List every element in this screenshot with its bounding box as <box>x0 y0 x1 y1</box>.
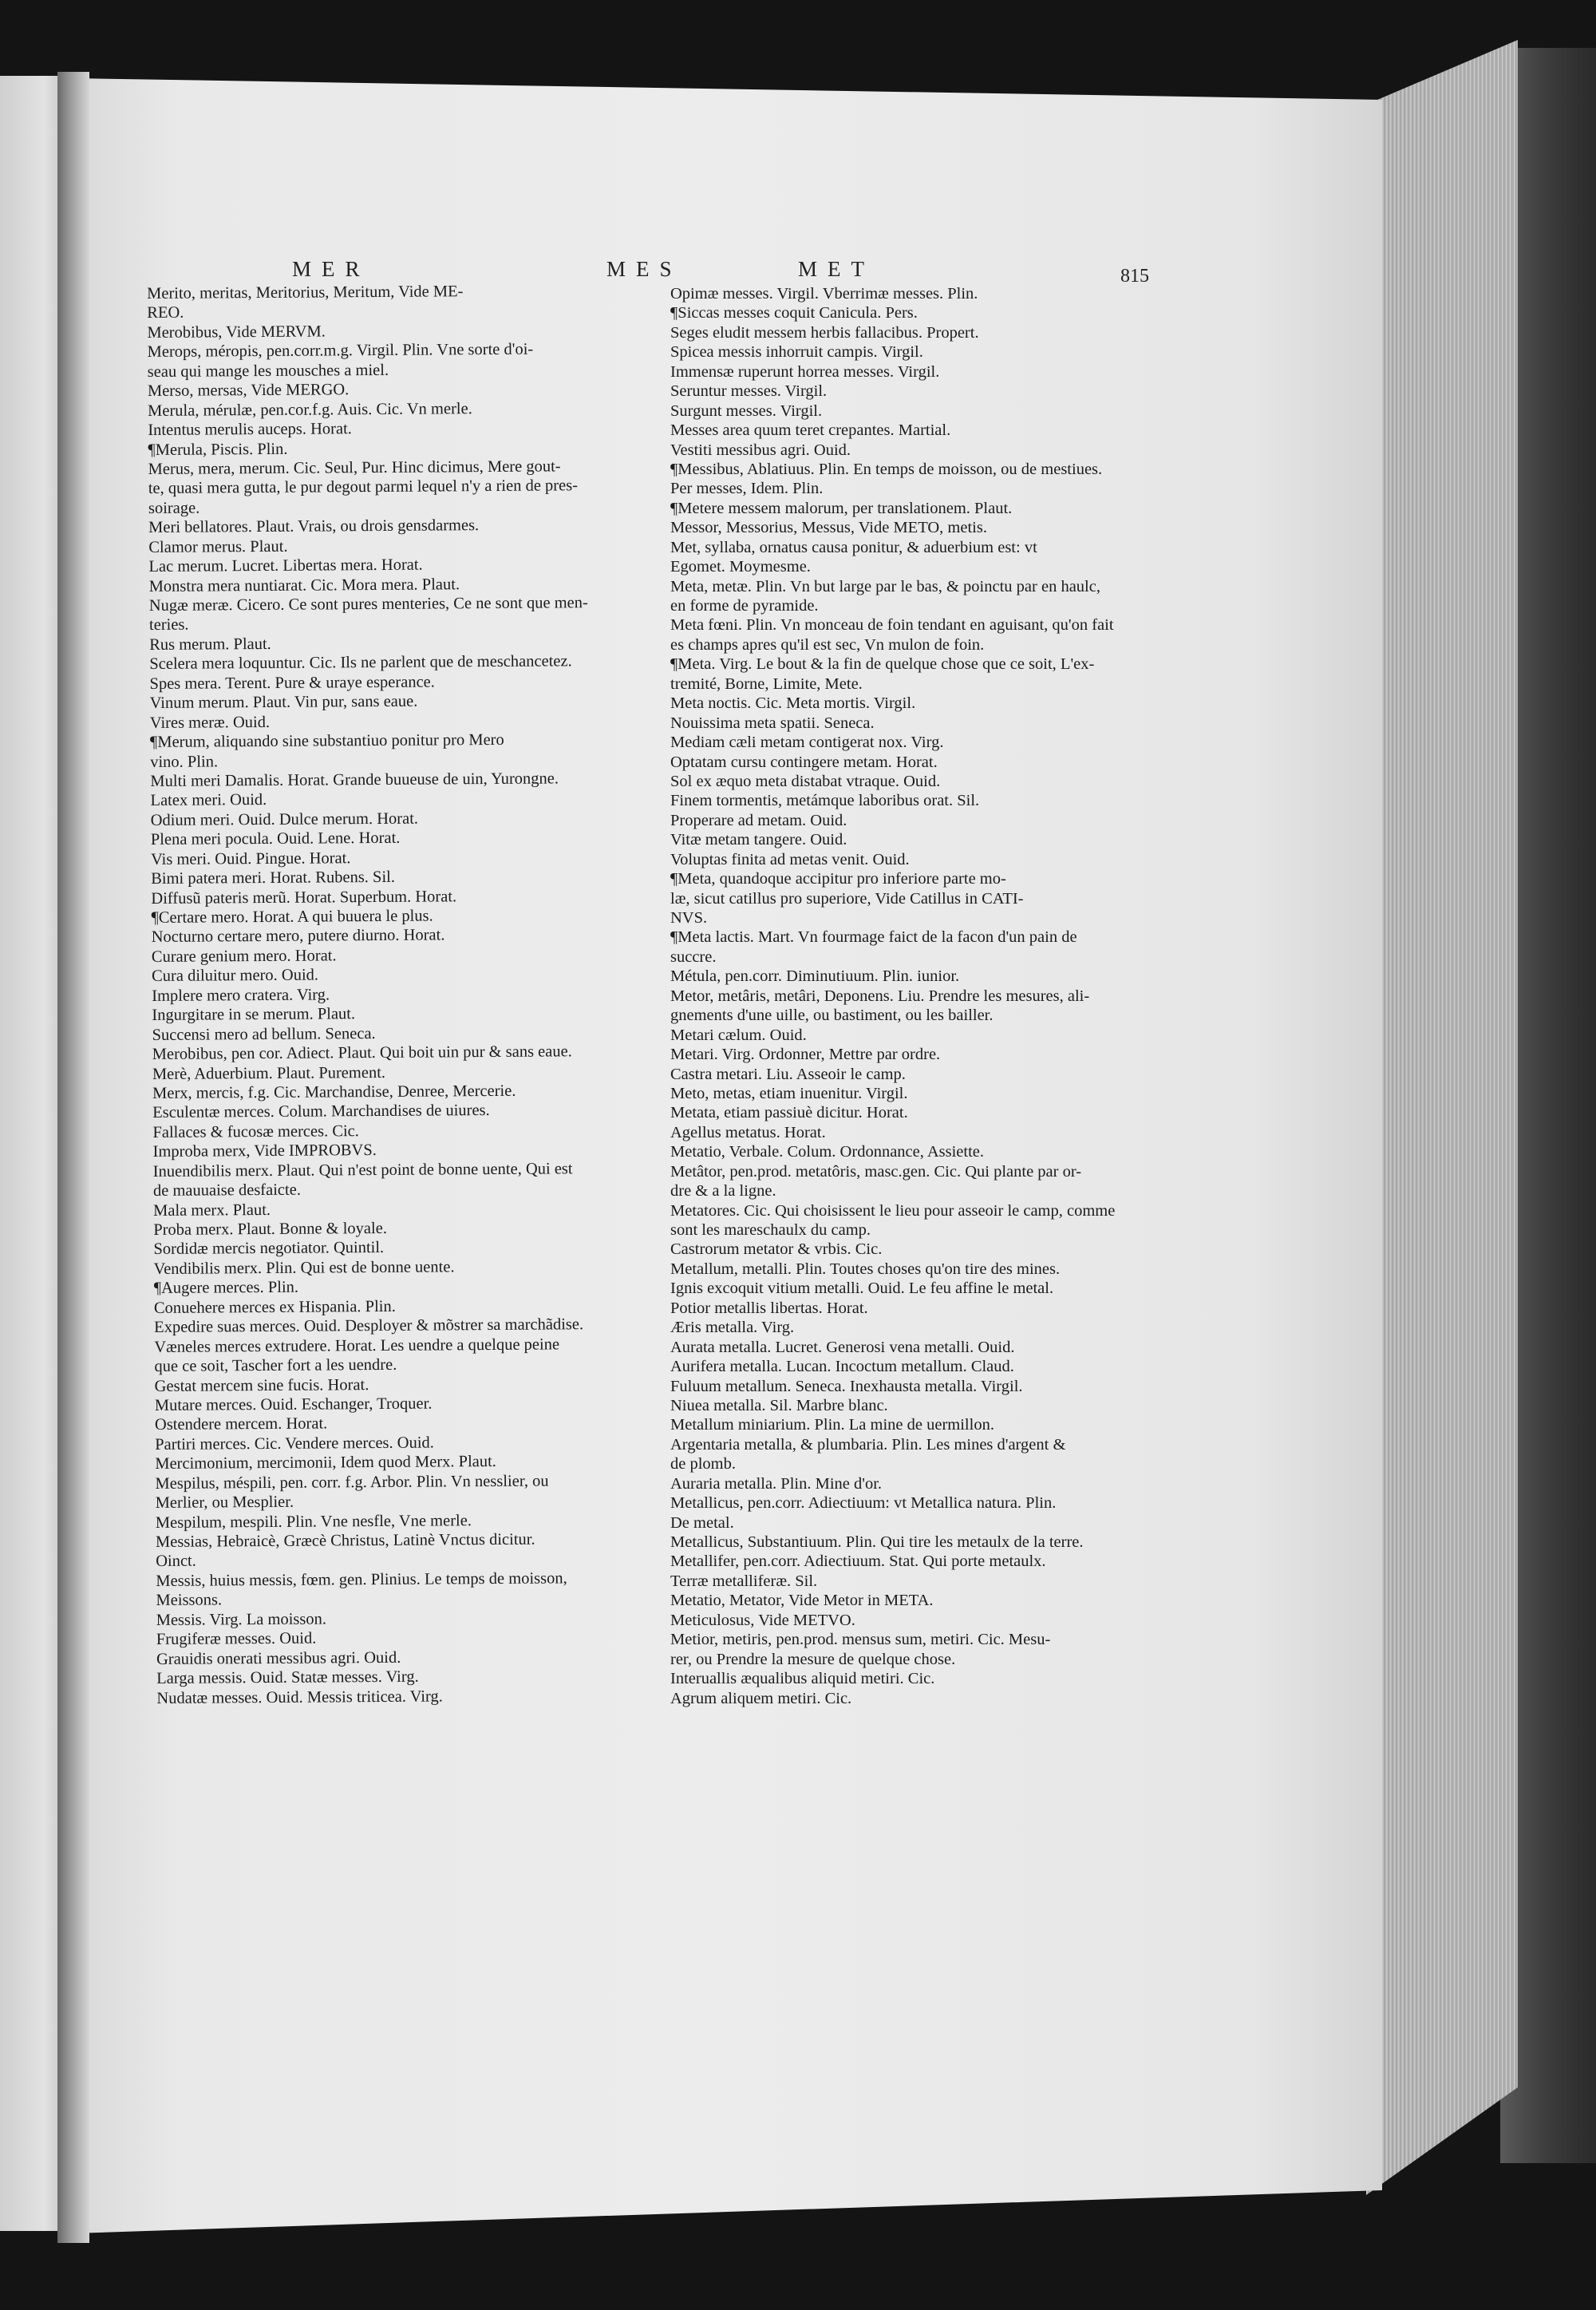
entry-line: Odium meri. Ouid. Dulce merum. Horat. <box>150 809 419 829</box>
entry-line: te, quasi mera gutta, le pur degout parmi lequel n'y a rien de pres- <box>148 477 579 498</box>
entry-line: Aurifera metalla. Lucan. Incoctum metallum. Claud. <box>670 1358 1014 1376</box>
page-block-edges <box>1366 40 1518 2195</box>
entry-line: tremité, Borne, Limite, Mete. <box>670 674 863 693</box>
entry-line: Nocturno certare mero, putere diurno. Horat. <box>151 926 445 947</box>
entry-line: REO. <box>147 304 184 322</box>
entry-line: ¶Merula, Piscis. Plin. <box>148 440 288 459</box>
entry-line: Esculentæ merces. Colum. Marchandises de uiures. <box>152 1102 490 1122</box>
entry-line: Messis, huius messis, fœm. gen. Plinius. Le temps de moisson, <box>156 1569 567 1590</box>
entry-line: Metallicus, pen.corr. Adiectiuum: vt Metallica natura. Plin. <box>670 1494 1057 1513</box>
entry-line: Nugæ meræ. Cicero. Ce sont pures menteries, Ce ne sont que men- <box>148 594 588 615</box>
entry-line: Mala merx. Plaut. <box>153 1200 271 1220</box>
entry-line: Scelera mera loquuntur. Cic. Ils ne parlent que de meschancetez. <box>149 652 572 674</box>
entry-line: Fallaces & fucosæ merces. Cic. <box>152 1121 359 1141</box>
entry-line: Terræ metalliferæ. Sil. <box>670 1572 818 1590</box>
entry-line: Metallum, metalli. Plin. Toutes choses qu'on tire des mines. <box>670 1260 1061 1278</box>
entry-line: rer, ou Prendre la mesure de quelque chose. <box>670 1650 956 1668</box>
entry-line: teries. <box>148 616 189 635</box>
entry-line: Inuendibilis merx. Plaut. Qui n'est point de bonne uente, Qui est <box>152 1159 573 1181</box>
entry-line: Surgunt messes. Virgil. <box>670 401 823 420</box>
entry-line: Latex meri. Ouid. <box>150 791 267 810</box>
entry-line: Argentaria metalla, & plumbaria. Plin. Les mines d'argent & <box>670 1435 1066 1454</box>
entry-line: Improba merx, Vide IMPROBVS. <box>152 1141 377 1161</box>
entry-line: Metari cælum. Ouid. <box>670 1026 807 1044</box>
entry-line: Meta noctis. Cic. Meta mortis. Virgil. <box>670 694 916 713</box>
entry-line: Merlier, ou Mesplier. <box>155 1493 294 1513</box>
entry-line: Partiri merces. Cic. Vendere merces. Ouid. <box>155 1434 434 1454</box>
entry-line: Mespilus, méspili, pen. corr. f.g. Arbor. Plin. Vn nesslier, ou <box>155 1472 549 1493</box>
entry-line: Aurata metalla. Lucret. Generosi vena metalli. Ouid. <box>670 1338 1015 1356</box>
entry-line: Ostendere mercem. Horat. <box>154 1414 328 1434</box>
entry-line: Oinct. <box>156 1553 196 1571</box>
entry-line: de mauuaise desfaicte. <box>152 1181 301 1200</box>
entry-line: Metatio, Verbale. Colum. Ordonnance, Assiette. <box>670 1143 985 1161</box>
entry-line: es champs apres qu'il est sec, Vn mulon de foin. <box>670 635 985 654</box>
entry-line: Metallifer, pen.corr. Adiectiuum. Stat. Qui porte metaulx. <box>670 1553 1046 1571</box>
entry-line: Messes area quum teret crepantes. Martial. <box>670 421 951 440</box>
entry-line: sont les mareschaulx du camp. <box>670 1221 871 1239</box>
entry-line: Frugiferæ messes. Ouid. <box>156 1629 317 1649</box>
entry-line: dre & a la ligne. <box>670 1182 776 1200</box>
running-head-center: MES <box>606 257 682 281</box>
entry-line: Proba merx. Plaut. Bonne & loyale. <box>153 1219 387 1239</box>
entry-line: Monstra mera nuntiarat. Cic. Mora mera. Plaut. <box>148 575 460 595</box>
right-column <box>670 284 1133 1912</box>
entry-line: Messor, Messorius, Messus, Vide METO, metis. <box>670 519 987 537</box>
entry-line: Ingurgitare in se merum. Plaut. <box>152 1005 356 1025</box>
entry-line: Lac merum. Lucret. Libertas mera. Horat. <box>148 556 423 576</box>
entry-line: ¶Meta, quandoque accipitur pro inferiore parte mo- <box>670 870 1006 888</box>
entry-line: Meta, metæ. Plin. Vn but large par le bas, & poinctu par en haulc, <box>670 577 1100 595</box>
entry-line: Rus merum. Plaut. <box>149 635 271 654</box>
entry-line: gnements d'une uille, ou bastiment, ou les bailler. <box>670 1007 994 1025</box>
entry-line: Optatam cursu contingere metam. Horat. <box>670 753 938 771</box>
entry-line: Metor, metâris, metâri, Deponens. Liu. Prendre les mesures, ali- <box>670 987 1090 1005</box>
entry-line: Egomet. Moymesme. <box>670 558 811 576</box>
entry-line: Meta fœni. Plin. Vn monceau de foin tendant en aguisant, qu'on fait <box>670 616 1114 635</box>
entry-line: Castrorum metator & vrbis. Cic. <box>670 1240 883 1259</box>
entry-line: Castra metari. Liu. Asseoir le camp. <box>670 1065 906 1083</box>
entry-line: Vis meri. Ouid. Pingue. Horat. <box>150 848 351 868</box>
entry-line: Merobibus, Vide MERVM. <box>147 322 326 342</box>
entry-line: Succensi mero ad bellum. Seneca. <box>152 1024 376 1044</box>
entry-line: Merops, méropis, pen.corr.m.g. Virgil. Plin. Vne sorte d'oi- <box>147 340 534 362</box>
entry-line: Mercimonium, mercimonii, Idem quod Merx. Plaut. <box>155 1453 496 1473</box>
book-gutter <box>57 72 89 2243</box>
entry-line: Mediam cæli metam contigerat nox. Virg. <box>670 734 944 752</box>
entry-line: Messis. Virg. La moisson. <box>156 1610 327 1629</box>
entry-line: Met, syllaba, ornatus causa ponitur, & aduerbium est: vt <box>670 538 1037 556</box>
running-head-left: MER <box>292 257 370 281</box>
entry-line: Plena meri pocula. Ouid. Lene. Horat. <box>150 829 401 849</box>
entry-line: Metior, metiris, pen.prod. mensus sum, metiri. Cic. Mesu- <box>670 1631 1051 1649</box>
entry-line: ¶Certare mero. Horat. A qui buuera le plus. <box>151 907 433 927</box>
entry-line: ¶Siccas messes coquit Canicula. Pers. <box>670 304 918 322</box>
entry-line: Metallicus, Substantiuum. Plin. Qui tire les metaulx de la terre. <box>670 1533 1084 1551</box>
entry-line: Interuallis æqualibus aliquid metiri. Cic. <box>670 1670 935 1688</box>
entry-line: Cura diluitur mero. Ouid. <box>151 966 319 986</box>
entry-line: Seruntur messes. Virgil. <box>670 382 828 401</box>
entry-line: Merula, mérulæ, pen.cor.f.g. Auis. Cic. Vn merle. <box>148 399 472 420</box>
entry-line: Vitæ metam tangere. Ouid. <box>670 831 847 849</box>
entry-line: Metatio, Metator, Vide Metor in META. <box>670 1592 934 1610</box>
entry-line: Vendibilis merx. Plin. Qui est de bonne uente. <box>153 1258 455 1278</box>
entry-line: ¶Meta lactis. Mart. Vn fourmage faict de la facon d'un pain de <box>670 928 1077 947</box>
entry-line: Meto, metas, etiam inuenitur. Virgil. <box>670 1084 908 1102</box>
entry-line: Mutare merces. Ouid. Eschanger, Troquer. <box>154 1394 433 1414</box>
running-head-right: MET <box>798 257 875 281</box>
entry-line: Grauidis onerati messibus agri. Ouid. <box>156 1648 401 1668</box>
entry-line: Vinum merum. Plaut. Vin pur, sans eaue. <box>149 692 418 713</box>
entry-line: seau qui mange les mousches a miel. <box>147 361 389 381</box>
left-column <box>147 280 677 1912</box>
entry-line: Merito, meritas, Meritorius, Meritum, Vide ME- <box>147 283 464 303</box>
entry-line: De metal. <box>670 1513 734 1532</box>
entry-line: Gestat mercem sine fucis. Horat. <box>154 1375 369 1395</box>
entry-line: Merè, Aduerbium. Plaut. Purement. <box>152 1063 386 1083</box>
entry-line: NVS. <box>670 909 708 927</box>
entry-line: Vestiti messibus agri. Ouid. <box>670 441 851 459</box>
entry-line: Intentus merulis auceps. Horat. <box>148 420 352 440</box>
entry-line: Potior metallis libertas. Horat. <box>670 1299 868 1317</box>
entry-line: vino. Plin. <box>150 752 219 771</box>
entry-line: Voluptas finita ad metas venit. Ouid. <box>670 850 910 868</box>
entry-line: Expedire suas merces. Ouid. Desployer & mõstrer sa marchãdise. <box>154 1315 584 1337</box>
entry-line: ¶Meta. Virg. Le bout & la fin de quelque chose que ce soit, L'ex- <box>670 655 1095 674</box>
entry-line: Meri bellatores. Plaut. Vrais, ou drois gensdarmes. <box>148 516 480 537</box>
entry-line: Auraria metalla. Plin. Mine d'or. <box>670 1474 883 1493</box>
entry-line: Metatores. Cic. Qui choisissent le lieu pour asseoir le camp, comme <box>670 1201 1116 1220</box>
entry-line: Agrum aliquem metiri. Cic. <box>670 1689 852 1707</box>
entry-line: Metallum miniarium. Plin. La mine de uermillon. <box>670 1416 994 1434</box>
entry-line: Per messes, Idem. Plin. <box>670 480 824 498</box>
entry-line: Curare genium mero. Horat. <box>151 947 337 966</box>
entry-line: Finem tormentis, metámque laboribus orat. Sil. <box>670 792 980 810</box>
entry-line: Sordidæ mercis negotiator. Quintil. <box>153 1239 385 1259</box>
entry-line: Nouissima meta spatii. Seneca. <box>670 714 875 732</box>
entry-line: Spes mera. Terent. Pure & uraye esperance. <box>149 673 435 693</box>
entry-line: ¶Augere merces. Plin. <box>153 1279 299 1298</box>
entry-line: Sol ex æquo meta distabat vtraque. Ouid. <box>670 772 941 790</box>
entry-line: Bimi patera meri. Horat. Rubens. Sil. <box>151 868 396 888</box>
entry-line: Properare ad metam. Ouid. <box>670 811 847 829</box>
entry-line: ¶Metere messem malorum, per translationem. Plaut. <box>670 499 1013 517</box>
entry-line: ¶Messibus, Ablatiuus. Plin. En temps de moisson, ou de mestiues. <box>670 460 1103 478</box>
entry-line: que ce soit, Tascher fort a les uendre. <box>154 1355 397 1376</box>
entry-line: Vires meræ. Ouid. <box>149 713 271 732</box>
entry-line: Messias, Hebraicè, Græcè Christus, Latinè Vnctus dicitur. <box>155 1530 535 1551</box>
entry-line: succre. <box>670 947 717 966</box>
entry-line: de plomb. <box>670 1455 736 1473</box>
entry-line: Agellus metatus. Horat. <box>670 1123 826 1141</box>
entry-line: Métula, pen.corr. Diminutiuum. Plin. iunior. <box>670 967 960 986</box>
entry-line: Metâtor, pen.prod. metatôris, masc.gen. Cic. Qui plante par or- <box>670 1162 1082 1181</box>
entry-line: Immensæ ruperunt horrea messes. Virgil. <box>670 362 940 381</box>
entry-line: Merus, mera, merum. Cic. Seul, Pur. Hinc dicimus, Mere gout- <box>148 457 561 478</box>
entry-line: Meticulosus, Vide METVO. <box>670 1611 855 1629</box>
entry-line: Nudatæ messes. Ouid. Messis triticea. Virg. <box>156 1687 443 1707</box>
folio-number: 815 <box>1120 266 1149 287</box>
entry-line: soirage. <box>148 499 200 517</box>
entry-line: Spicea messis inhorruit campis. Virgil. <box>670 343 923 362</box>
entry-line: Mespilum, mespili. Plin. Vne nesfle, Vne merle. <box>155 1511 472 1532</box>
entry-line: ¶Merum, aliquando sine substantiuo ponitur pro Mero <box>149 730 504 752</box>
entry-line: Merx, mercis, f.g. Cic. Marchandise, Denree, Mercerie. <box>152 1082 516 1102</box>
entry-line: Metari. Virg. Ordonner, Mettre par ordre. <box>670 1046 941 1064</box>
entry-line: Æris metalla. Virg. <box>670 1319 795 1337</box>
entry-line: læ, sicut catillus pro superiore, Vide Catillus in CATI- <box>670 889 1024 908</box>
entry-line: Conuehere merces ex Hispania. Plin. <box>153 1297 396 1317</box>
entry-line: Væneles merces extrudere. Horat. Les uendre a quelque peine <box>154 1335 560 1356</box>
entry-line: Seges eludit messem herbis fallacibus. Propert. <box>670 323 979 342</box>
entry-line: Clamor merus. Plaut. <box>148 537 288 556</box>
entry-line: Meissons. <box>156 1591 223 1610</box>
entry-line: Metata, etiam passiuè dicitur. Horat. <box>670 1104 908 1122</box>
entry-line: Ignis excoquit vitium metalli. Ouid. Le feu affine le metal. <box>670 1280 1054 1298</box>
entry-line: Merobibus, pen cor. Adiect. Plaut. Qui boit uin pur & sans eaue. <box>152 1042 572 1064</box>
entry-line: Implere mero cratera. Virg. <box>152 986 330 1005</box>
entry-line: Larga messis. Ouid. Statæ messes. Virg. <box>156 1667 419 1688</box>
entry-line: Diffusũ pateris merũ. Horat. Superbum. Horat. <box>151 887 457 908</box>
entry-line: Merso, mersas, Vide MERGO. <box>147 381 350 401</box>
entry-line: Opimæ messes. Virgil. Vberrimæ messes. Plin. <box>670 285 978 303</box>
entry-line: Niuea metalla. Sil. Marbre blanc. <box>670 1396 888 1414</box>
entry-line: Multi meri Damalis. Horat. Grande buueuse de uin, Yurongne. <box>150 769 559 790</box>
entry-line: Fuluum metallum. Seneca. Inexhausta metalla. Virgil. <box>670 1377 1023 1395</box>
entry-line: en forme de pyramide. <box>670 597 819 615</box>
